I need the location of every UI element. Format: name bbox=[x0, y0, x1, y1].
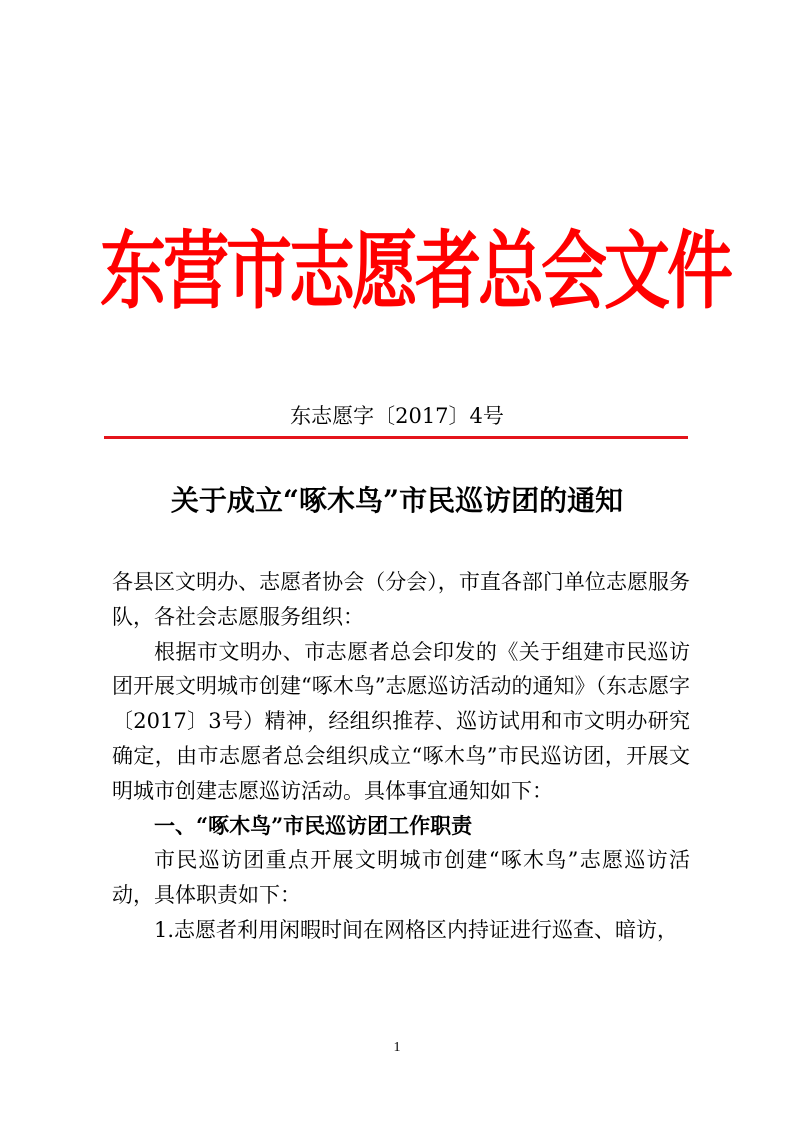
intro-paragraph: 根据市文明办、市志愿者总会印发的《关于组建市民巡访团开展文明城市创建“啄木鸟”志愿巡访活动的通知》（东志愿字〔2017〕3号）精神，经组织推荐、巡访试用和市文明办研究确定，由市志愿者总会组织成立“啄木鸟”市民巡访团，开展文明城市创建志愿巡访活动。具体事宜通知如下： bbox=[112, 639, 690, 803]
page-number: 1 bbox=[393, 1040, 401, 1055]
section-heading: 一、“啄木鸟”市民巡访团工作职责 bbox=[154, 812, 473, 838]
document-header-title: 东营市志愿者总会文件 bbox=[100, 220, 730, 321]
list-item: 1.志愿者利用闲暇时间在网格区内持证进行巡查、暗访， bbox=[154, 917, 679, 942]
notice-body bbox=[112, 565, 690, 948]
document-number: 东志愿字〔2017〕4号 bbox=[290, 404, 504, 428]
duties-paragraph: 市民巡访团重点开展文明城市创建“啄木鸟”志愿巡访活动，具体职责如下： bbox=[112, 848, 690, 908]
recipients-paragraph: 各县区文明办、志愿者协会（分会），市直各部门单位志愿服务队，各社会志愿服务组织： bbox=[112, 570, 690, 629]
header-divider bbox=[104, 436, 688, 439]
notice-title: 关于成立“啄木鸟”市民巡访团的通知 bbox=[170, 484, 624, 517]
